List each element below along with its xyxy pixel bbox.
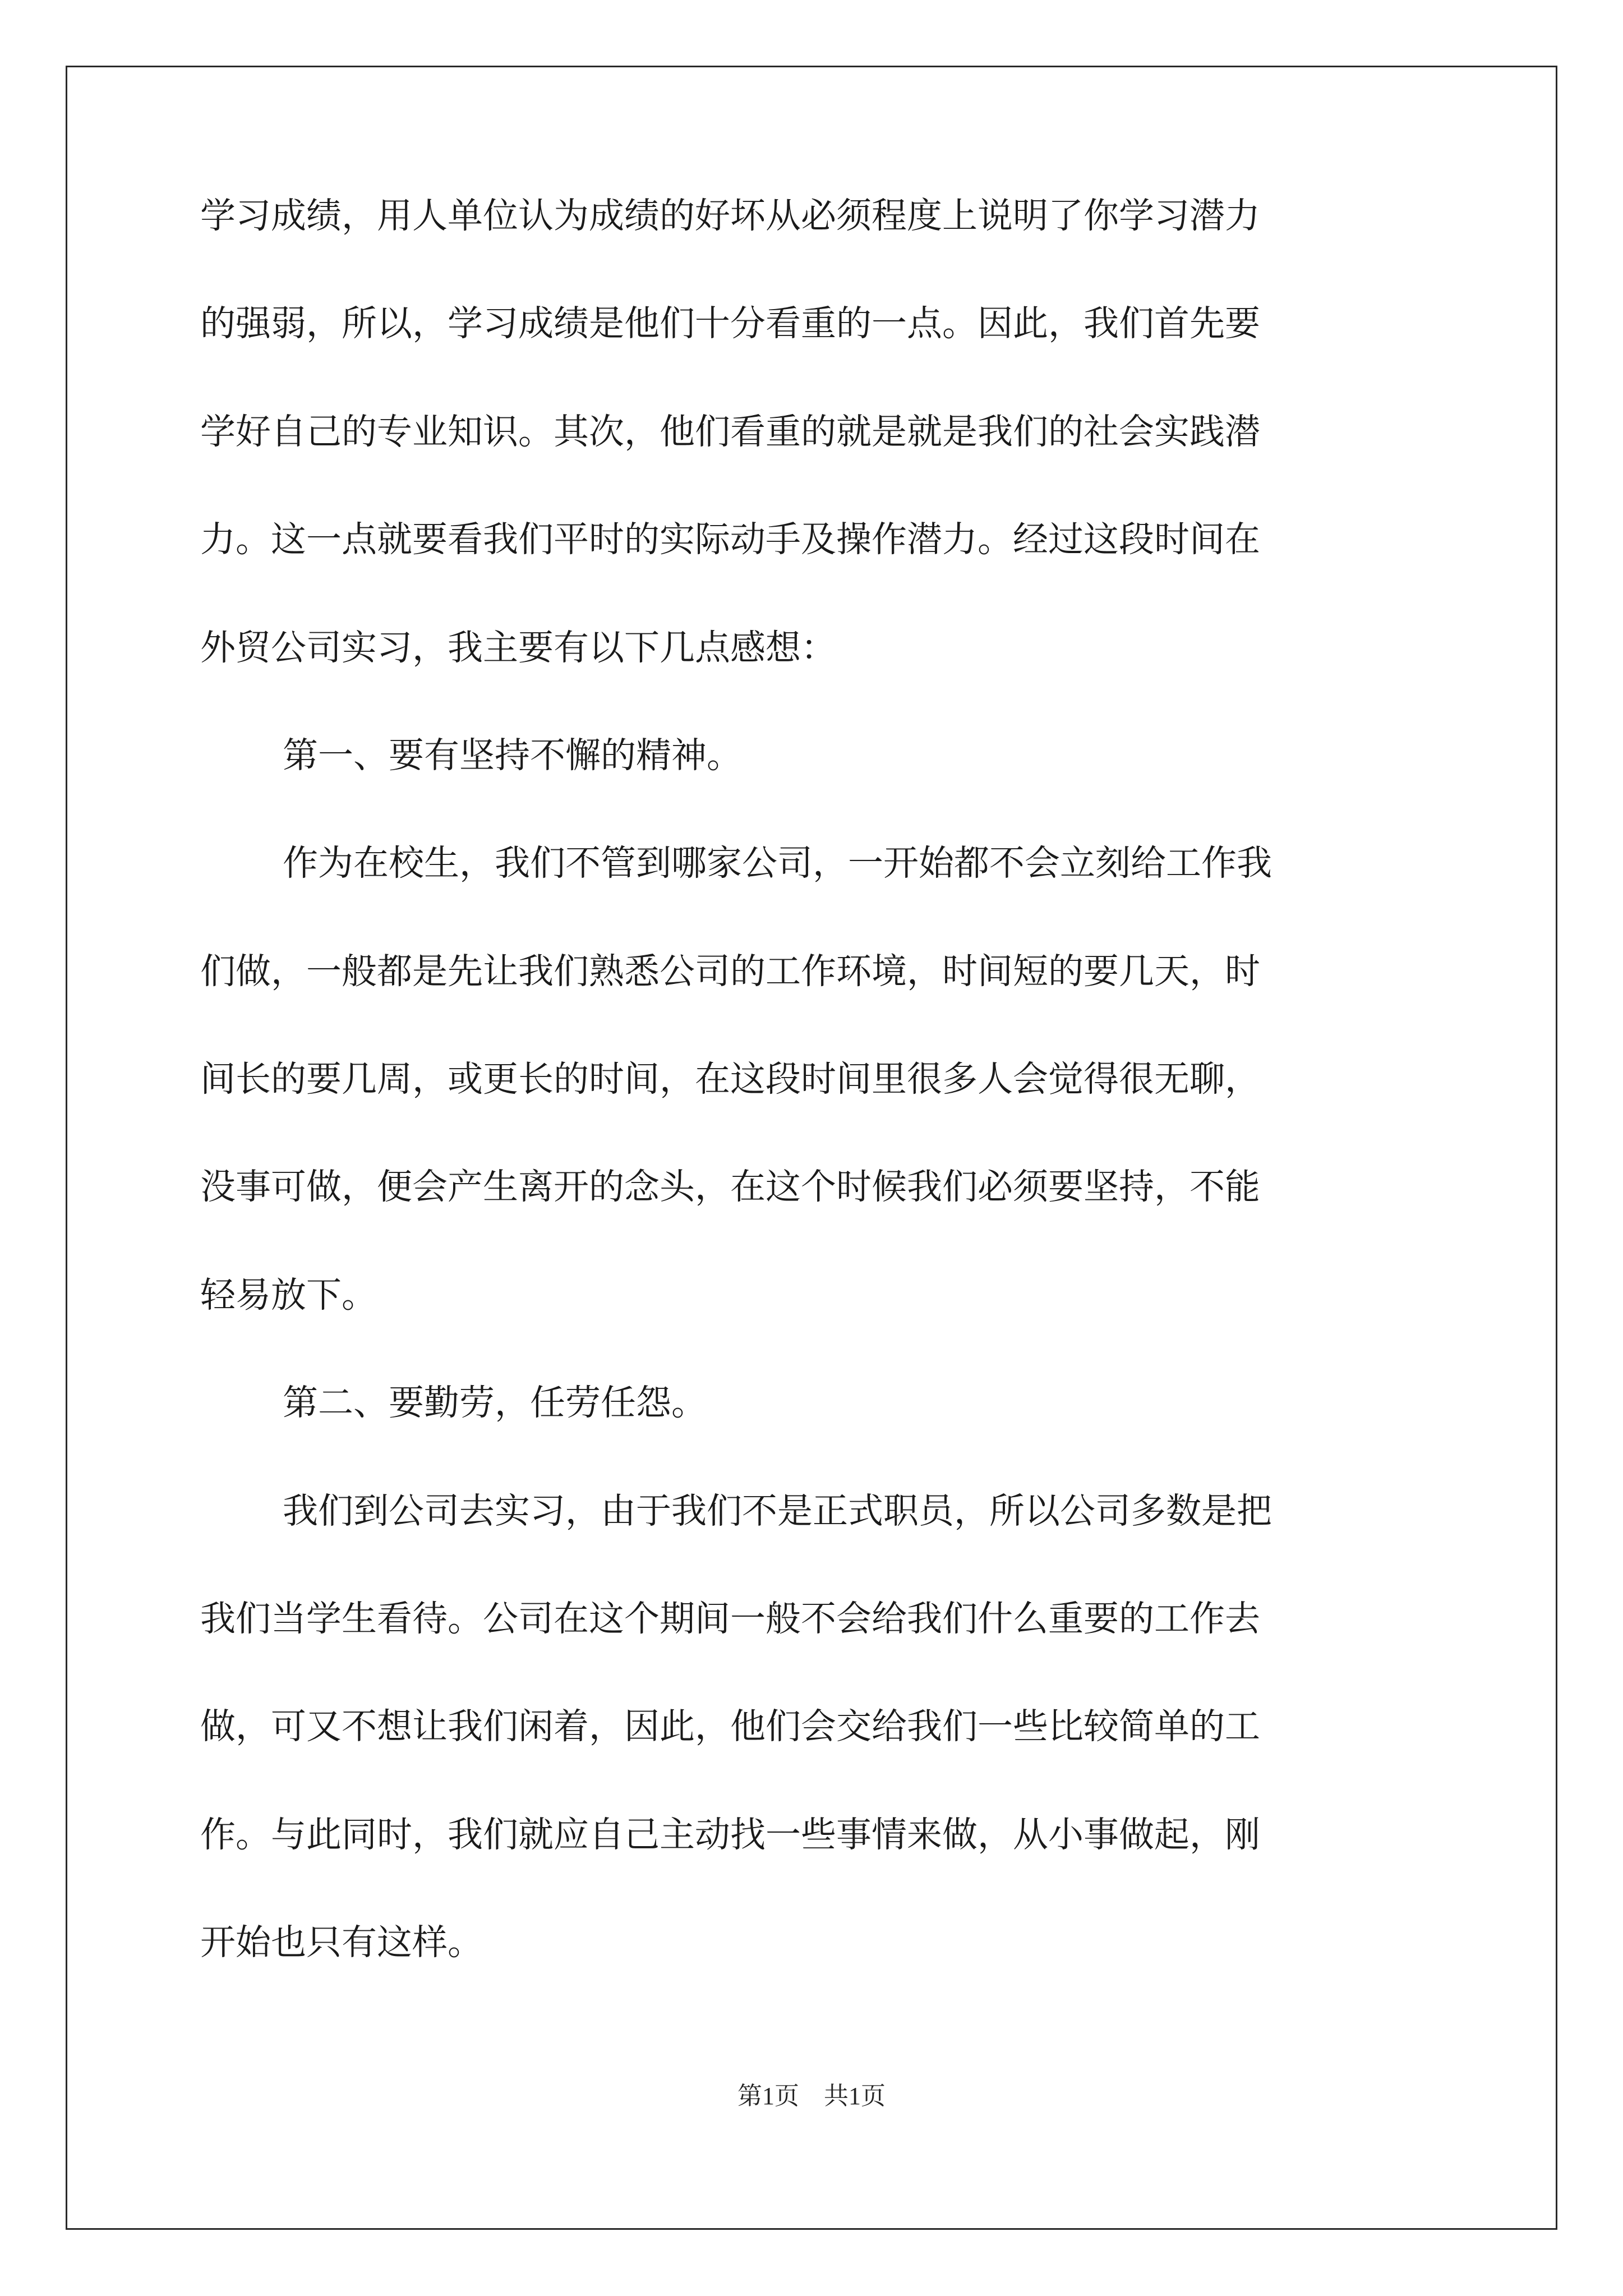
text-line: 们做，一般都是先让我们熟悉公司的工作环境，时间短的要几天，时 <box>200 951 1260 992</box>
text-line: 我们当学生看待。公司在这个期间一般不会给我们什么重要的工作去 <box>200 1598 1260 1639</box>
page-frame <box>66 66 1557 2230</box>
text-line: 学习成绩，用人单位认为成绩的好坏从必须程度上说明了你学习潜力 <box>200 195 1260 236</box>
section-heading: 第一、要有坚持不懈的精神。 <box>283 735 742 776</box>
text-line: 学好自己的专业知识。其次，他们看重的就是就是我们的社会实践潜 <box>200 411 1260 452</box>
text-line: 轻易放下。 <box>200 1274 377 1315</box>
text-line: 外贸公司实习，我主要有以下几点感想： <box>200 627 836 668</box>
text-line: 作为在校生，我们不管到哪家公司，一开始都不会立刻给工作我 <box>283 843 1272 884</box>
text-line: 的强弱，所以，学习成绩是他们十分看重的一点。因此，我们首先要 <box>200 303 1260 344</box>
section-heading: 第二、要勤劳，任劳任怨。 <box>283 1382 707 1423</box>
text-line: 开始也只有这样。 <box>200 1922 483 1963</box>
text-line: 做，可又不想让我们闲着，因此，他们会交给我们一些比较简单的工 <box>200 1706 1260 1747</box>
text-line: 没事可做，便会产生离开的念头，在这个时候我们必须要坚持，不能 <box>200 1166 1260 1207</box>
text-line: 间长的要几周，或更长的时间，在这段时间里很多人会觉得很无聊， <box>200 1059 1260 1099</box>
text-line: 我们到公司去实习，由于我们不是正式职员，所以公司多数是把 <box>283 1490 1272 1531</box>
text-line: 力。这一点就要看我们平时的实际动手及操作潜力。经过这段时间在 <box>200 519 1260 560</box>
page-number: 第1页 共1页 <box>737 2082 886 2110</box>
text-line: 作。与此同时，我们就应自己主动找一些事情来做，从小事做起，刚 <box>200 1814 1260 1855</box>
